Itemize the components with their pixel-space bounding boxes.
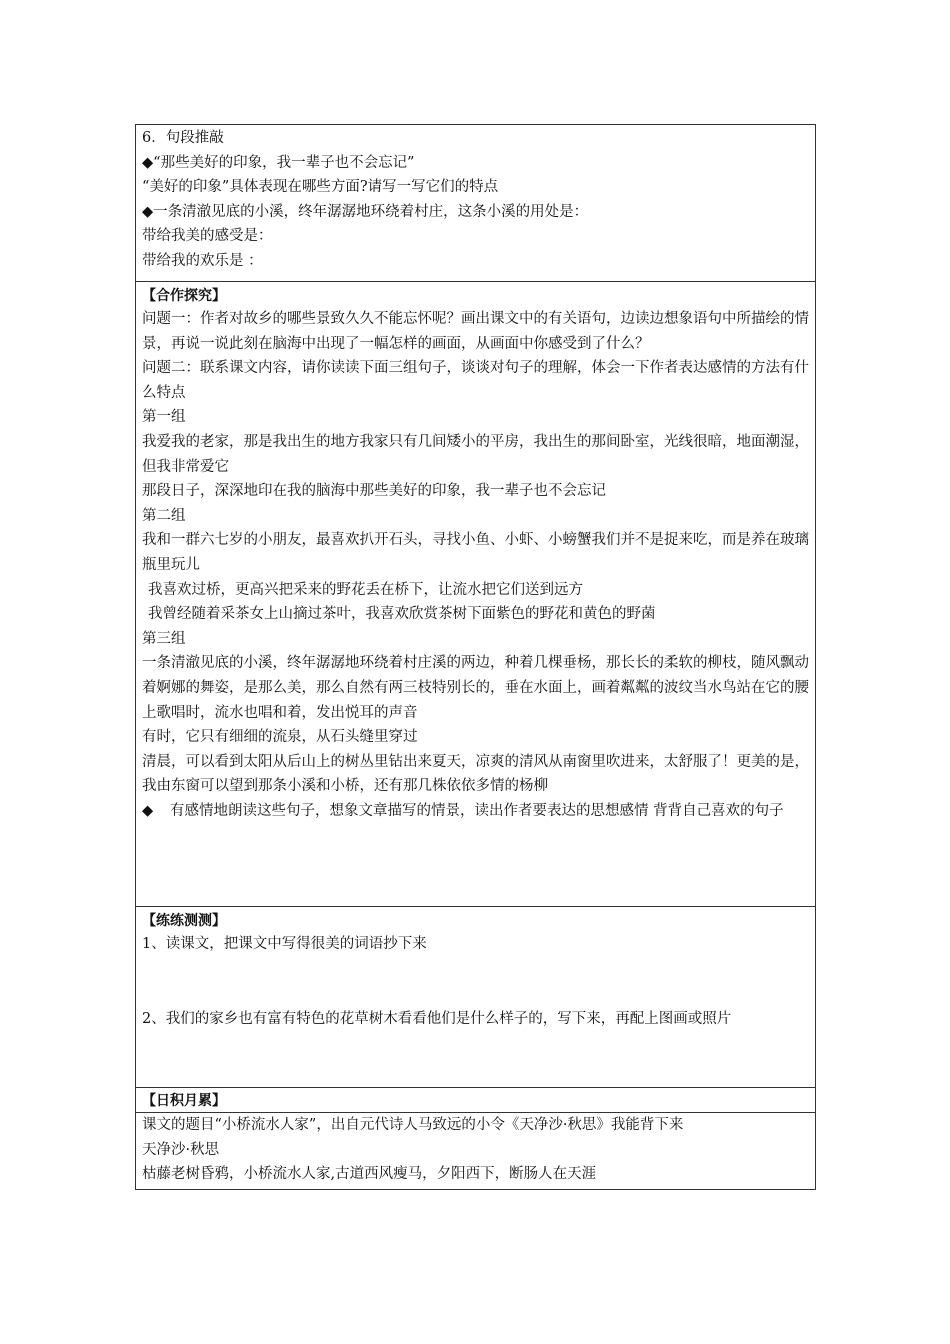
group-sentence: 我和一群六七岁的小朋友，最喜欢扒开石头，寻找小鱼、小虾、小螃蟹我们并不是捉来吃，而是养在玻璃瓶里玩儿 [142, 532, 809, 573]
bullet-quote: ◆“那些美好的印象，我一辈子也不会忘记” [142, 154, 415, 171]
exercise-item: 1、读课文，把课文中写得很美的词语抄下来 [142, 936, 427, 952]
poem-title: 天净沙·秋思 [142, 1141, 220, 1158]
prompt-joy: 带给我的欢乐是 ： [142, 252, 263, 269]
section-practice [135, 906, 816, 1087]
group-sentence: 我喜欢过桥，更高兴把采来的野花丢在桥下，让流水把它们送到远方 [148, 581, 583, 598]
section-title: 6．句段推敲 [142, 130, 224, 146]
diamond-bullet-icon: ◆ [142, 802, 154, 819]
group-sentence: 我曾经随着采茶女上山摘过茶叶，我喜欢欣赏茶树下面紫色的野花和黄色的野菌 [148, 606, 656, 623]
question-line: “美好的印象”具体表现在哪些方面?请写一写它们的特点 [142, 179, 499, 196]
poem-intro: 课文的题目“小桥流水人家”，出自元代诗人马致远的小令《天净沙·秋思》我能背下来 [142, 1117, 684, 1133]
prompt-beauty: 带给我美的感受是： [142, 228, 273, 245]
answer-space [142, 957, 809, 1007]
section-accumulation-body [135, 1112, 816, 1190]
question-two: 问题二：联系课文内容，请你读读下面三组句子，谈谈对句子的理解，体会一下作者表达感情的方法有什么特点 [142, 360, 809, 401]
bullet-stream: ◆一条清澈见底的小溪，终年潺潺地环绕着村庄，这条小溪的用处是： [142, 203, 589, 220]
group-sentence: 有时，它只有细细的流泉，从石头缝里穿过 [142, 729, 418, 746]
group-sentence: 那段日子，深深地印在我的脑海中那些美好的印象，我一辈子也不会忘记 [142, 483, 606, 500]
section-accumulation-heading [135, 1087, 816, 1112]
section-heading: 【日积月累】 [142, 1093, 226, 1109]
exercise-item: 2、我们的家乡也有富有特色的花草树木看看他们是什么样子的，写下来，再配上图画或照片 [142, 1010, 732, 1027]
reading-task [142, 799, 809, 824]
worksheet-table [135, 124, 816, 1190]
group-sentence: 清晨，可以看到太阳从后山上的树丛里钻出来夏天，凉爽的清风从南窗里吹进来，太舒服了！更美的是，我由东窗可以望到那条小溪和小桥，还有那几株依依多情的杨柳 [142, 753, 809, 795]
section-heading: 【合作探究】 [142, 288, 226, 304]
section-sentence-analysis [135, 124, 816, 281]
question-one: 问题一：作者对故乡的哪些景致久久不能忘怀呢？画出课文中的有关语句，边读边想象语句中所描绘的情景，再说一说此刻在脑海中出现了一幅怎样的画面，从画面中你感受到了什么？ [142, 311, 809, 352]
reading-task-text: 有感情地朗读这些句子，想象文章描写的情景，读出作者要表达的思想感情 背背自己喜欢的句子 [170, 802, 784, 819]
group-title: 第二组 [142, 507, 186, 524]
section-heading: 【练练测测】 [142, 913, 226, 929]
group-sentence: 一条清澈见底的小溪，终年潺潺地环绕着村庄溪的两边，种着几棵垂杨，那长长的柔软的柳枝，随风飘动着婀娜的舞姿，是那么美，那么自然有两三枝特别长的，垂在水面上，画着粼粼的波纹当水鸟站在它的腰上歌唱时，流水也唱和着，发出悦耳的声音 [142, 655, 809, 721]
group-title: 第三组 [142, 630, 186, 647]
group-title: 第一组 [142, 409, 186, 426]
section-cooperative-inquiry [135, 281, 816, 906]
group-sentence: 我爱我的老家，那是我出生的地方我家只有几间矮小的平房，我出生的那间卧室，光线很暗，地面潮湿，但我非常爱它 [142, 433, 809, 475]
poem-text: 枯藤老树昏鸦，小桥流水人家,古道西风瘦马，夕阳西下，断肠人在天涯 [142, 1166, 597, 1183]
